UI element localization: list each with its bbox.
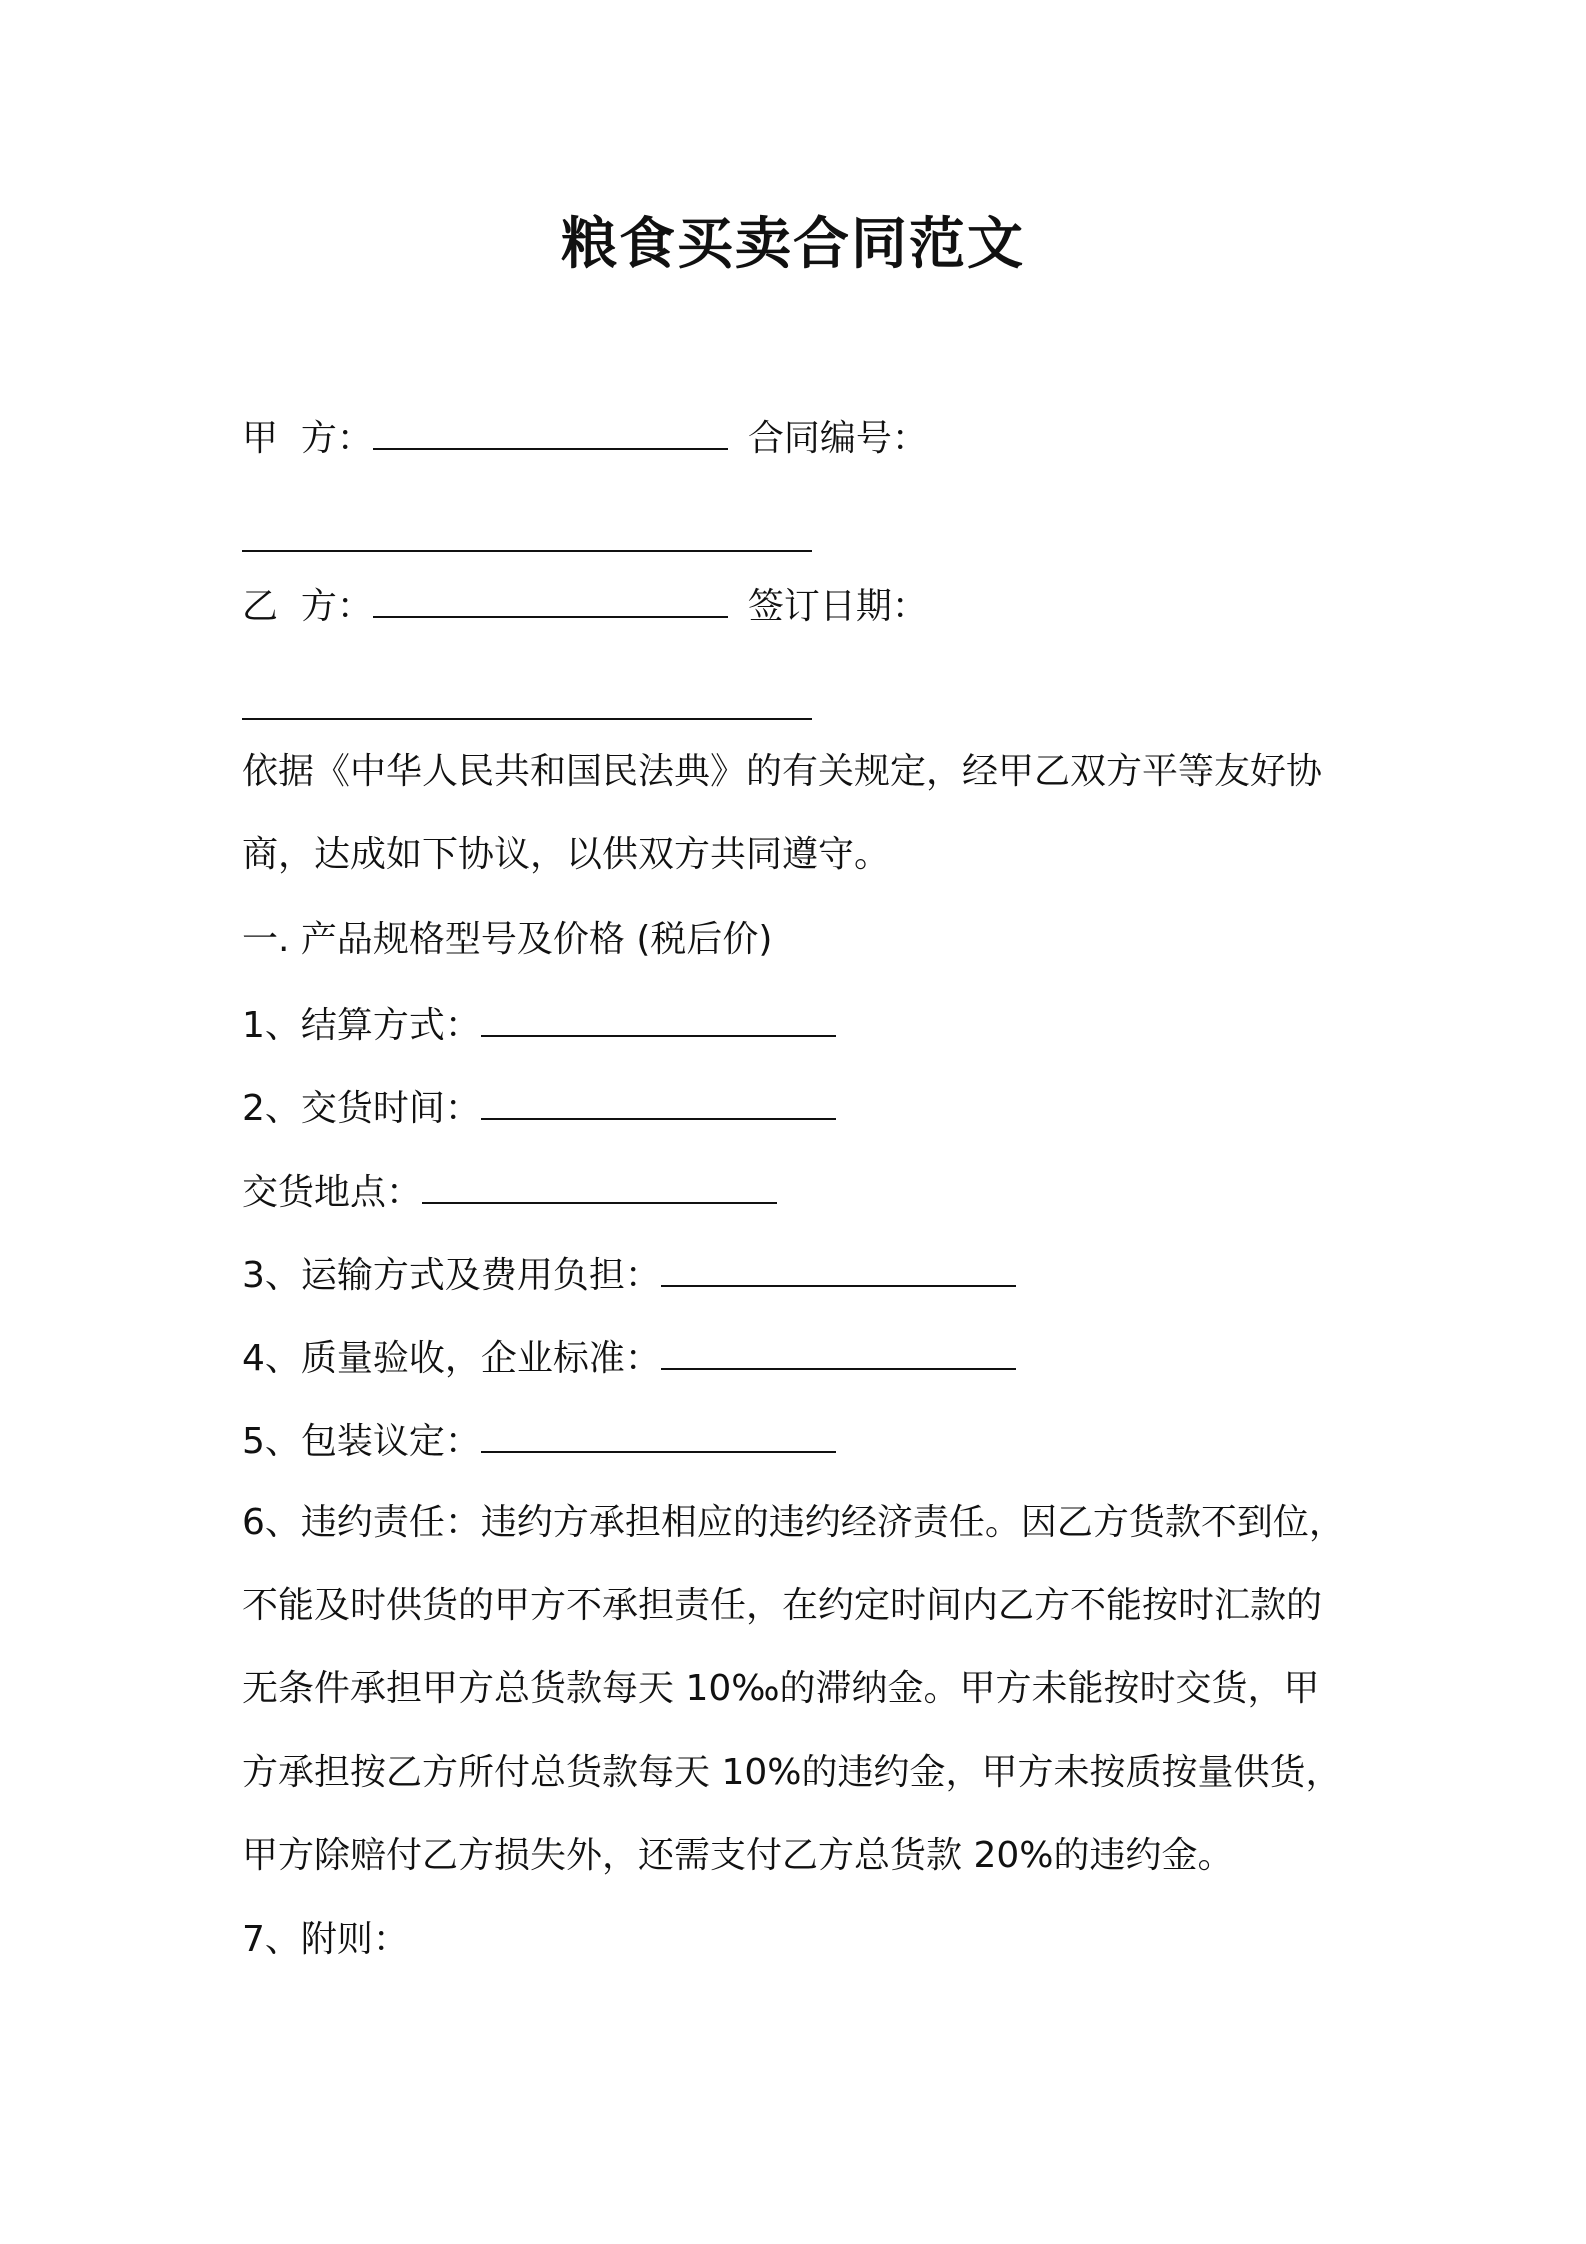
- party-a-row: [242, 408, 1402, 467]
- item-2-row: [242, 1078, 1402, 1137]
- item-2b-row: [242, 1162, 1402, 1221]
- preamble-line-1: 依据《中华人民共和国民法典》的有关规定，经甲乙双方平等友好协: [242, 751, 1323, 792]
- party-b-blank[interactable]: [373, 576, 728, 618]
- party-a-blank[interactable]: [373, 408, 728, 450]
- item-2-label: 2、交货时间：: [242, 1088, 481, 1129]
- contract-no-label: 合同编号：: [747, 418, 928, 459]
- item-3-blank[interactable]: [661, 1245, 1016, 1287]
- item-6-line-5: 甲方除赔付乙方损失外，还需支付乙方总货款 20%的违约金。: [242, 1835, 1234, 1876]
- party-b-row: [242, 576, 1402, 635]
- sign-date-row: [242, 678, 1402, 737]
- item-4-row: [242, 1328, 1402, 1387]
- item-5-row: [242, 1411, 1402, 1470]
- item-1-label: 1、结算方式：: [242, 1005, 481, 1046]
- item-5-blank[interactable]: [481, 1411, 836, 1453]
- sign-date-blank[interactable]: [242, 678, 812, 720]
- item-2-blank[interactable]: [481, 1078, 836, 1120]
- contract-no-blank[interactable]: [242, 510, 812, 552]
- sign-date-label: 签订日期：: [747, 586, 928, 627]
- party-a-label: 甲 方：: [242, 418, 373, 459]
- item-4-label: 4、质量验收，企业标准：: [242, 1338, 661, 1379]
- party-b-label: 乙 方：: [242, 586, 373, 627]
- item-6-line-4: 方承担按乙方所付总货款每天 10%的违约金，甲方未按质按量供货，: [242, 1752, 1342, 1793]
- document-title: 粮食买卖合同范文: [561, 212, 1025, 277]
- preamble-line-2: 商，达成如下协议，以供双方共同遵守。: [242, 834, 891, 875]
- item-6-line-1: 6、违约责任：违约方承担相应的违约经济责任。因乙方货款不到位，: [242, 1502, 1345, 1543]
- item-1-row: [242, 995, 1402, 1054]
- contract-no-row: [242, 510, 1402, 569]
- item-7-heading: 7、附则：: [242, 1919, 409, 1960]
- item-3-label: 3、运输方式及费用负担：: [242, 1255, 661, 1296]
- section-1-heading: 一. 产品规格型号及价格 (税后价): [242, 919, 773, 960]
- item-6-line-3: 无条件承担甲方总货款每天 10‰的滞纳金。甲方未能按时交货，甲: [242, 1668, 1320, 1709]
- item-5-label: 5、包装议定：: [242, 1421, 481, 1462]
- item-3-row: [242, 1245, 1402, 1304]
- item-2b-label: 交货地点：: [242, 1172, 423, 1213]
- item-4-blank[interactable]: [661, 1328, 1016, 1370]
- item-1-blank[interactable]: [481, 995, 836, 1037]
- item-2b-blank[interactable]: [422, 1162, 777, 1204]
- item-6-line-2: 不能及时供货的甲方不承担责任，在约定时间内乙方不能按时汇款的: [242, 1585, 1323, 1626]
